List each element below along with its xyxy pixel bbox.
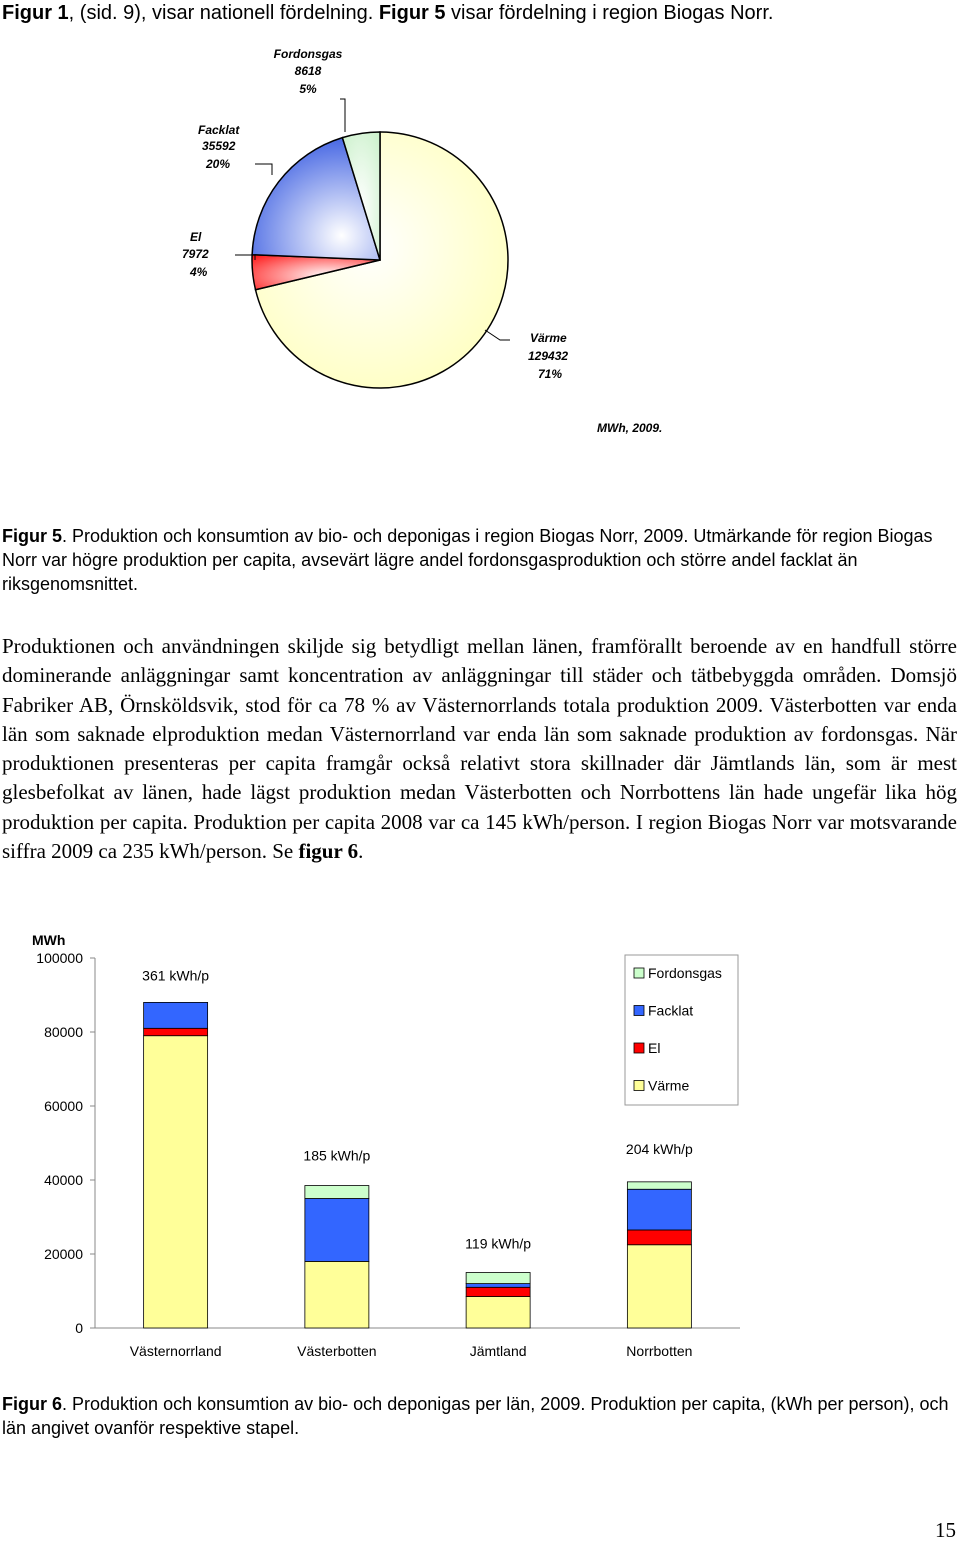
body-paragraph-text: Produktionen och användningen skiljde sig betydligt mellan länen, framförallt beroende av en handfull större dominerande anläggningar samt koncentration av anläggningar till städer och tätbebyggda områden. Domsjö Fabriker AB, Örnsköldsvik, stod för ca 78 % av Västernorrlands totala produktion 2009. Västerbotten var enda län som saknade elproduktion medan Västernorrland var enda län som saknade produktion av fordonsgas. När produktionen presenteras per capita framgår också relativt stora skillnader där Jämtlands län, som är mest glesbefolkat av länen, hade lägst produktion medan Västerbotten och Norrbottens län hade ungefär lika hög produktion per capita. Produktion per capita 2008 var ca 145 kWh/person. I region Biogas Norr var motsvarande siffra 2009 ca 235 kWh/person. Se — [2, 634, 957, 864]
pie-label-facklat-percent: 20% — [206, 157, 231, 171]
legend-swatch-fordonsgas — [634, 968, 644, 978]
pie-label-el-value: 7972 — [182, 247, 209, 261]
body-paragraph-end: . — [358, 839, 364, 864]
bar-norrbotten-el — [627, 1230, 691, 1245]
pie-footer: MWh, 2009. — [597, 421, 663, 435]
legend-swatch-varme — [634, 1081, 644, 1091]
bar-jamtland-fordonsgas — [466, 1273, 530, 1284]
category-label: Västerbotten — [297, 1343, 377, 1359]
legend-swatch-facklat — [634, 1006, 644, 1016]
category-label: Jämtland — [469, 1343, 527, 1359]
bar-vasterbotten-fordonsgas — [305, 1186, 369, 1199]
legend-label-facklat: Facklat — [648, 1002, 694, 1019]
pie-label-el-percent: 4% — [190, 265, 208, 279]
legend-label-varme: Värme — [648, 1077, 690, 1094]
legend-label-fordonsgas: Fordonsgas — [648, 965, 722, 981]
figure-5-ref: Figur 5 — [378, 2, 446, 24]
per-capita-label: 361 kWh/p — [142, 967, 210, 984]
y-tick-label: 20000 — [44, 1246, 83, 1262]
bar-vasternorrland-facklat — [144, 1002, 208, 1028]
bar-norrbotten-fordonsgas — [627, 1182, 691, 1189]
intro-line — [2, 2, 773, 25]
figure-6-caption-text: . Produktion och konsumtion av bio- och deponigas per län, 2009. Produktion per capita, (kWh per person), och län angivet ovanför respektive stapel. — [2, 1394, 949, 1438]
y-tick-label: 60000 — [44, 1098, 83, 1114]
bar-vasterbotten-varme — [305, 1261, 369, 1328]
figure-5-label: Figur 5 — [2, 526, 63, 546]
bar-vasternorrland-varme — [144, 1036, 208, 1328]
pie-label-varme-name: Värme — [530, 331, 567, 345]
intro-text-2: visar fördelning i region Biogas Norr. — [445, 2, 774, 24]
pie-label-fordonsgas-name: Fordonsgas — [273, 47, 343, 61]
figure-6-ref: figur 6 — [298, 839, 359, 864]
figure-1-ref: Figur 1 — [2, 2, 69, 24]
legend-swatch-el — [634, 1043, 644, 1053]
intro-text-1: , (sid. 9), visar nationell fördelning. — [68, 2, 379, 24]
bar-jamtland-facklat — [466, 1284, 530, 1288]
legend-label-el: El — [648, 1040, 661, 1056]
y-axis-label: MWh — [32, 932, 66, 948]
category-label: Västernorrland — [129, 1343, 222, 1359]
legend — [625, 955, 738, 1105]
pie-label-varme-percent: 71% — [538, 367, 563, 381]
figure-5-caption — [2, 524, 960, 596]
category-label: Norrbotten — [626, 1343, 693, 1359]
per-capita-label: 185 kWh/p — [303, 1147, 371, 1164]
per-capita-label: 204 kWh/p — [625, 1140, 693, 1157]
figure-5-caption-text: . Produktion och konsumtion av bio- och deponigas i region Biogas Norr, 2009. Utmärkande för region Biogas Norr var högre produktion per capita, avsevärt lägre andel fordonsgasproduktion och större andel facklat än riksgenomsnittet. — [2, 526, 933, 594]
page-number: 15 — [935, 1518, 956, 1542]
figure-6-caption — [2, 1392, 960, 1440]
pie-label-el-name: El — [190, 230, 202, 244]
pie-label-fordonsgas-percent: 5% — [299, 82, 317, 96]
figure-6-label: Figur 6 — [2, 1394, 63, 1414]
body-paragraph — [2, 632, 957, 866]
bar-jamtland-varme — [466, 1297, 530, 1328]
pie-chart — [160, 40, 720, 440]
bar-vasternorrland-el — [144, 1028, 208, 1035]
bar-norrbotten-facklat — [627, 1189, 691, 1230]
per-capita-label: 119 kWh/p — [465, 1235, 532, 1252]
y-tick-label: 0 — [75, 1320, 83, 1336]
pie-label-facklat-name: Facklat — [198, 123, 240, 137]
bar-jamtland-el — [466, 1287, 530, 1296]
y-tick-label: 40000 — [44, 1172, 83, 1188]
y-tick-label: 80000 — [44, 1024, 83, 1040]
pie-label-varme-value: 129432 — [528, 349, 569, 363]
pie-label-facklat-value: 35592 — [202, 139, 236, 153]
pie-label-fordonsgas-value: 8618 — [294, 64, 322, 78]
bar-vasterbotten-facklat — [305, 1199, 369, 1262]
bar-norrbotten-varme — [627, 1245, 691, 1328]
y-tick-label: 100000 — [36, 950, 83, 966]
bar-chart — [20, 925, 750, 1365]
